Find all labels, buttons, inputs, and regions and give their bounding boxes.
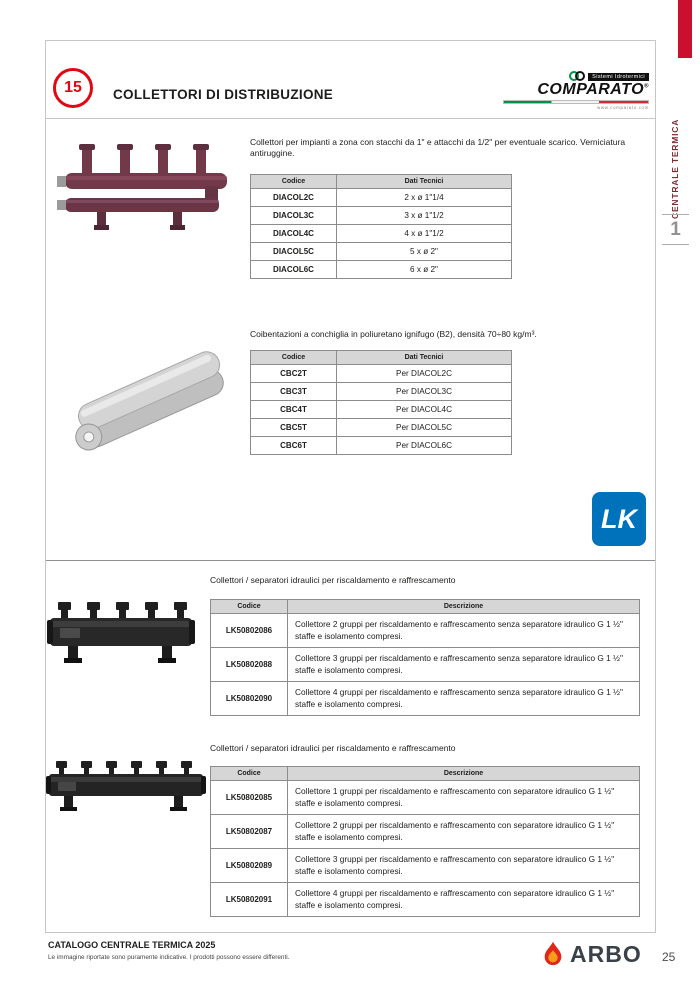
product-description: Collettore 1 gruppi per riscaldamento e raffrescamento con separatore idraulico G 1 ½" staffe e isolamento compresi. [288,781,640,815]
comparato-logo [503,71,649,110]
catalog-title: CATALOGO CENTRALE TERMICA 2025 [48,940,216,950]
product-code: DIACOL2C [251,189,337,207]
product-code: LK50802091 [211,883,288,917]
product-code: LK50802088 [211,648,288,682]
product-code: LK50802087 [211,815,288,849]
table-row [211,883,640,917]
lk2-table-body [211,781,640,917]
product-code: DIACOL4C [251,225,337,243]
table-row [251,261,512,279]
comparato-logo-icon [569,71,585,81]
comparato-tagline: Sistemi Idrotermici [588,73,649,81]
lk2-section-title: Collettori / separatori idraulici per riscaldamento e raffrescamento [210,743,456,753]
lk2-table [210,766,640,917]
side-chapter-number: 1 [662,214,689,245]
lk2-product-image [46,758,206,816]
product-code: CBC3T [251,383,337,401]
table-row [211,815,640,849]
product-description: Collettore 2 gruppi per riscaldamento e raffrescamento senza separatore idraulico G 1 ½" staffe e isolamento compresi. [288,614,640,648]
side-chapter-label: CENTRALE TERMICA [670,118,680,220]
product-spec: Per DIACOL4C [337,401,512,419]
product-spec: 2 x ø 1"1/4 [337,189,512,207]
product-spec: Per DIACOL6C [337,437,512,455]
product-code: CBC6T [251,437,337,455]
table-row [251,401,512,419]
column-header-dati-tecnici: Dati Tecnici [337,175,512,189]
page-number: 25 [662,950,676,964]
cbc-table [250,350,512,455]
lk1-table-body [211,614,640,716]
product-description: Collettore 4 gruppi per riscaldamento e raffrescamento con separatore idraulico G 1 ½" staffe e isolamento compresi. [288,883,640,917]
table-header-row [251,175,512,189]
table-row [251,383,512,401]
column-header-codice: Codice [211,600,288,614]
product-spec: 4 x ø 1"1/2 [337,225,512,243]
product-code: LK50802090 [211,682,288,716]
product-description: Collettore 3 gruppi per riscaldamento e raffrescamento con separatore idraulico G 1 ½" staffe e isolamento compresi. [288,849,640,883]
diacol-description: Collettori per impianti a zona con stacchi da 1" e attacchi da 1/2" per eventuale scarico. Verniciatura antiruggine. [250,137,626,159]
section-divider [46,560,655,561]
arbo-brand-name: ARBO [570,940,642,967]
product-description: Collettore 4 gruppi per riscaldamento e raffrescamento senza separatore idraulico G 1 ½" staffe e isolamento compresi. [288,682,640,716]
table-header-row [211,600,640,614]
lk1-section-title: Collettori / separatori idraulici per riscaldamento e raffrescamento [210,575,456,585]
side-accent-bar [678,0,692,58]
arbo-logo [540,940,642,968]
cbc-table-body [251,365,512,455]
table-row [251,225,512,243]
footer-disclaimer: Le immagine riportate sono puramente indicative. I prodotti possono essere differenti. [48,954,290,961]
table-row [211,648,640,682]
product-code: LK50802085 [211,781,288,815]
table-row [251,365,512,383]
page-title: COLLETTORI DI DISTRIBUZIONE [113,87,334,102]
table-row [211,682,640,716]
column-header-dati-tecnici: Dati Tecnici [337,351,512,365]
table-row [251,437,512,455]
registered-mark: ® [644,83,649,90]
lk1-product-image [46,594,196,668]
product-code: CBC4T [251,401,337,419]
product-code: DIACOL3C [251,207,337,225]
diacol-table [250,174,512,279]
flame-icon [540,940,566,968]
table-row [251,207,512,225]
diacol-product-image [55,140,235,234]
comparato-website: www.comparato.com [597,105,649,110]
table-row [211,849,640,883]
product-spec: 6 x ø 2" [337,261,512,279]
cbc-description: Coibentazioni a conchiglia in poliuretano ignifugo (B2), densità 70÷80 kg/m³. [250,329,537,339]
product-spec: 5 x ø 2" [337,243,512,261]
product-spec: Per DIACOL5C [337,419,512,437]
section-number: 15 [64,79,82,96]
product-code: LK50802086 [211,614,288,648]
section-number-badge [53,68,93,108]
product-code: DIACOL5C [251,243,337,261]
product-code: CBC5T [251,419,337,437]
product-spec: Per DIACOL3C [337,383,512,401]
header-divider [46,118,655,119]
product-code: CBC2T [251,365,337,383]
column-header-descrizione: Descrizione [288,767,640,781]
table-row [251,419,512,437]
comparato-name: COMPARATO® [537,81,649,98]
italian-flag-stripe [503,100,649,104]
lk1-table [210,599,640,716]
column-header-codice: Codice [211,767,288,781]
column-header-descrizione: Descrizione [288,600,640,614]
diacol-table-body [251,189,512,279]
product-spec: 3 x ø 1"1/2 [337,207,512,225]
product-code: LK50802089 [211,849,288,883]
cbc-product-image [55,340,235,462]
product-description: Collettore 2 gruppi per riscaldamento e raffrescamento con separatore idraulico G 1 ½" staffe e isolamento compresi. [288,815,640,849]
table-row [251,243,512,261]
column-header-codice: Codice [251,175,337,189]
table-row [211,781,640,815]
table-header-row [251,351,512,365]
product-description: Collettore 3 gruppi per riscaldamento e raffrescamento senza separatore idraulico G 1 ½" staffe e isolamento compresi. [288,648,640,682]
table-header-row [211,767,640,781]
column-header-codice: Codice [251,351,337,365]
product-code: DIACOL6C [251,261,337,279]
table-row [251,189,512,207]
lk-logo: LK [592,492,646,546]
table-row [211,614,640,648]
product-spec: Per DIACOL2C [337,365,512,383]
